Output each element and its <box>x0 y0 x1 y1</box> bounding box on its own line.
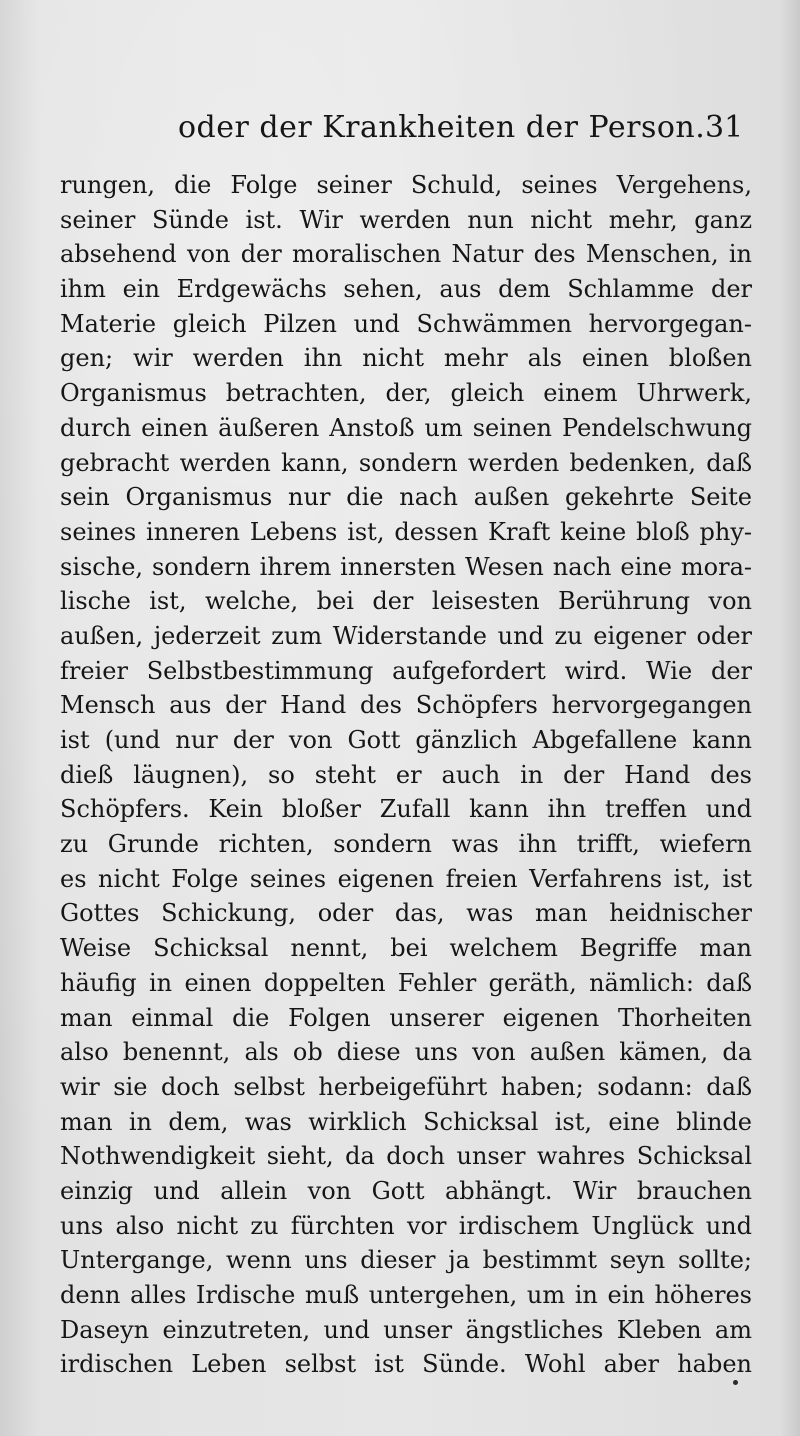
text-line: außen, jederzeit zum Widerstande und zu eigener oder <box>60 621 752 650</box>
text-line: Daseyn einzutreten, und unser ängstliches Kleben am <box>60 1315 752 1344</box>
page-number: 31 <box>705 110 744 145</box>
text-line: man in dem, was wirklich Schicksal ist, eine blinde <box>60 1107 752 1136</box>
text-line: Weise Schicksal nennt, bei welchem Begriffe man <box>60 934 752 963</box>
text-line: uns also nicht zu fürchten vor irdischem Unglück und <box>60 1211 752 1240</box>
text-line: Untergange, wenn uns dieser ja bestimmt seyn sollte; <box>60 1246 752 1275</box>
text-line: freier Selbstbestimmung aufgefordert wird. Wie der <box>60 656 752 685</box>
text-line: Organismus betrachten, der, gleich einem Uhrwerk, <box>60 379 752 408</box>
text-line: denn alles Irdische muß untergehen, um in ein höheres <box>60 1281 752 1309</box>
text-line: dieß läugnen), so steht er auch in der Hand des <box>60 760 752 789</box>
text-line: häufig in einen doppelten Fehler geräth, nämlich: daß <box>60 968 752 997</box>
text-line: sein Organismus nur die nach außen gekehrte Seite <box>60 483 752 512</box>
page-header <box>0 110 800 150</box>
text-line: es nicht Folge seines eigenen freien Verfahrens ist, ist <box>60 864 752 893</box>
text-line: wir sie doch selbst herbeigeführt haben; sodann: daß <box>60 1072 752 1101</box>
text-line: gebracht werden kann, sondern werden bedenken, daß <box>60 448 752 477</box>
ink-speck <box>733 1380 738 1385</box>
text-line: rungen, die Folge seiner Schuld, seines Vergehens, <box>60 171 752 199</box>
text-line: ihm ein Erdgewächs sehen, aus dem Schlamme der <box>60 275 752 304</box>
text-line: seines inneren Lebens ist, dessen Kraft keine bloß phy- <box>60 517 752 546</box>
running-title: oder der Krankheiten der Person. <box>178 110 706 145</box>
text-line: gen; wir werden ihn nicht mehr als einen bloßen <box>60 344 752 373</box>
text-line: seiner Sünde ist. Wir werden nun nicht mehr, ganz <box>60 205 752 234</box>
text-line: Gottes Schickung, oder das, was man heidnischer <box>60 899 752 928</box>
text-line: lische ist, welche, bei der leisesten Berührung von <box>60 587 752 616</box>
text-line: Nothwendigkeit sieht, da doch unser wahres Schicksal <box>60 1142 752 1171</box>
text-line: Materie gleich Pilzen und Schwämmen hervorgegan- <box>60 309 752 338</box>
text-line: Mensch aus der Hand des Schöpfers hervorgegangen <box>60 691 752 720</box>
text-line: einzig und allein von Gott abhängt. Wir brauchen <box>60 1176 752 1205</box>
text-line: zu Grunde richten, sondern was ihn trifft, wiefern <box>60 830 752 859</box>
text-line: durch einen äußeren Anstoß um seinen Pendelschwung <box>60 413 752 442</box>
text-line: man einmal die Folgen unserer eigenen Thorheiten <box>60 1003 752 1032</box>
text-line: ist (und nur der von Gott gänzlich Abgefallene kann <box>60 726 752 754</box>
text-line: absehend von der moralischen Natur des Menschen, in <box>60 240 752 269</box>
text-line: irdischen Leben selbst ist Sünde. Wohl aber haben <box>60 1350 752 1379</box>
text-line: also benennt, als ob diese uns von außen kämen, da <box>60 1038 752 1067</box>
body-text <box>60 168 752 1382</box>
text-line: Schöpfers. Kein bloßer Zufall kann ihn treffen und <box>60 795 752 824</box>
text-line: sische, sondern ihrem innersten Wesen nach eine mora- <box>60 552 752 581</box>
